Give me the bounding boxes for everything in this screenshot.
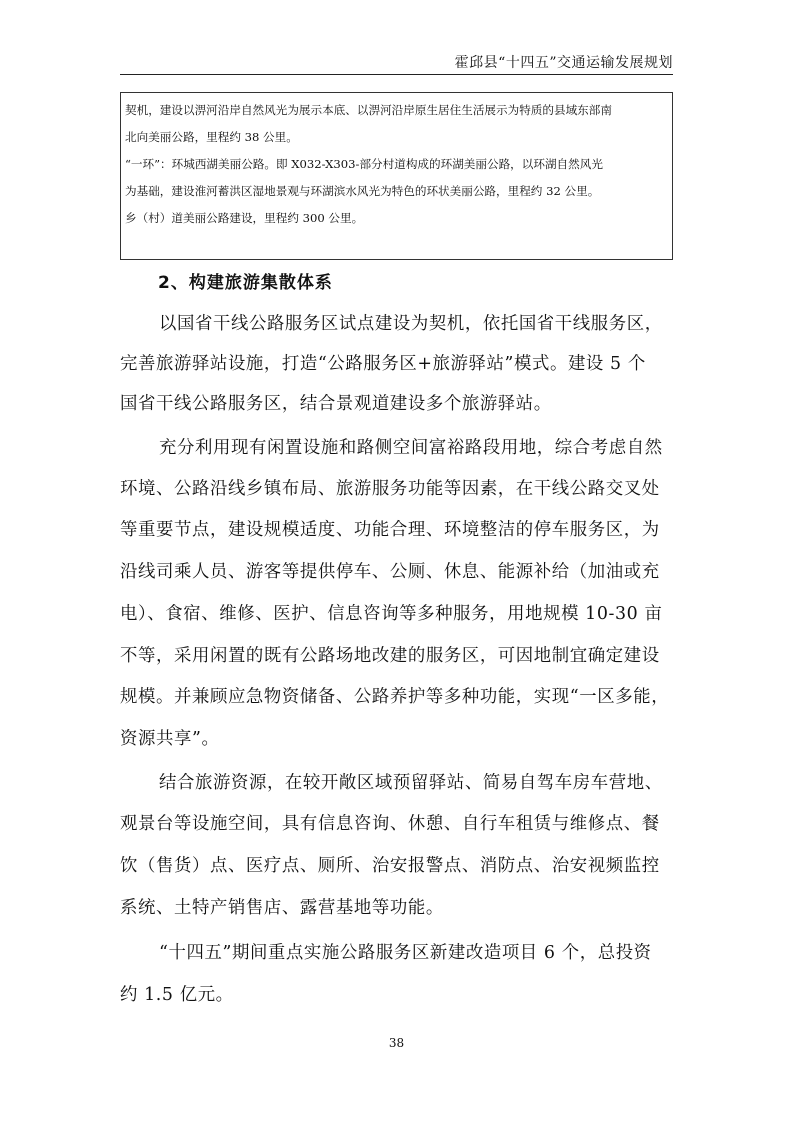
header-divider xyxy=(120,74,673,75)
body-line: 国省干线公路服务区，结合景观道建设多个旅游驿站。 xyxy=(120,394,552,414)
body-line: 环境、公路沿线乡镇布局、旅游服务功能等因素，在干线公路交叉处 xyxy=(120,479,660,499)
body-line: 饮（售货）点、医疗点、厕所、治安报警点、消防点、治安视频监控 xyxy=(120,856,660,876)
note-line: “一环”：环城西湖美丽公路。即 X032-X303-部分村道构成的环湖美丽公路，以环湖自然风光 xyxy=(125,157,603,171)
body-line: 以国省干线公路服务区试点建设为契机，依托国省干线服务区， xyxy=(159,314,663,334)
note-line: 乡（村）道美丽公路建设，里程约 300 公里。 xyxy=(125,211,364,225)
note-line: 北向美丽公路，里程约 38 公里。 xyxy=(125,130,298,144)
page-header-title: 霍邱县“十四五”交通运输发展规划 xyxy=(454,55,673,71)
body-line: “十四五”期间重点实施公路服务区新建改造项目 6 个，总投资 xyxy=(159,943,652,963)
body-line: 完善旅游驿站设施，打造“公路服务区+旅游驿站”模式。建设 5 个 xyxy=(120,354,646,374)
body-line: 约 1.5 亿元。 xyxy=(120,985,234,1005)
note-line: 为基础，建设淮河蓄洪区湿地景观与环湖滨水风光为特色的环状美丽公路，里程约 32 公里。 xyxy=(125,184,600,198)
body-line: 不等，采用闲置的既有公路场地改建的服务区，可因地制宜确定建设 xyxy=(120,646,660,666)
body-line: 充分利用现有闲置设施和路侧空间富裕路段用地，综合考虑自然 xyxy=(159,438,663,458)
body-line: 沿线司乘人员、游客等提供停车、公厕、休息、能源补给（加油或充 xyxy=(120,562,660,582)
body-line: 观景台等设施空间，具有信息咨询、休憩、自行车租赁与维修点、餐 xyxy=(120,814,660,834)
body-line: 资源共享”。 xyxy=(120,729,220,749)
body-line: 规模。并兼顾应急物资储备、公路养护等多种功能，实现“一区多能， xyxy=(120,687,670,707)
boxed-note xyxy=(120,92,673,260)
body-line: 电）、食宿、维修、医护、信息咨询等多种服务，用地规模 10-30 亩 xyxy=(120,604,663,624)
body-line: 结合旅游资源，在较开敞区域预留驿站、简易自驾车房车营地、 xyxy=(159,773,663,793)
section-heading: 2、构建旅游集散体系 xyxy=(158,273,333,293)
note-line: 契机，建设以淠河沿岸自然风光为展示本底、以淠河沿岸原生居住生活展示为特质的县域东部南 xyxy=(125,103,612,117)
body-line: 系统、土特产销售店、露营基地等功能。 xyxy=(120,898,444,918)
page-number: 38 xyxy=(388,1036,405,1050)
body-line: 等重要节点，建设规模适度、功能合理、环境整洁的停车服务区，为 xyxy=(120,520,660,540)
